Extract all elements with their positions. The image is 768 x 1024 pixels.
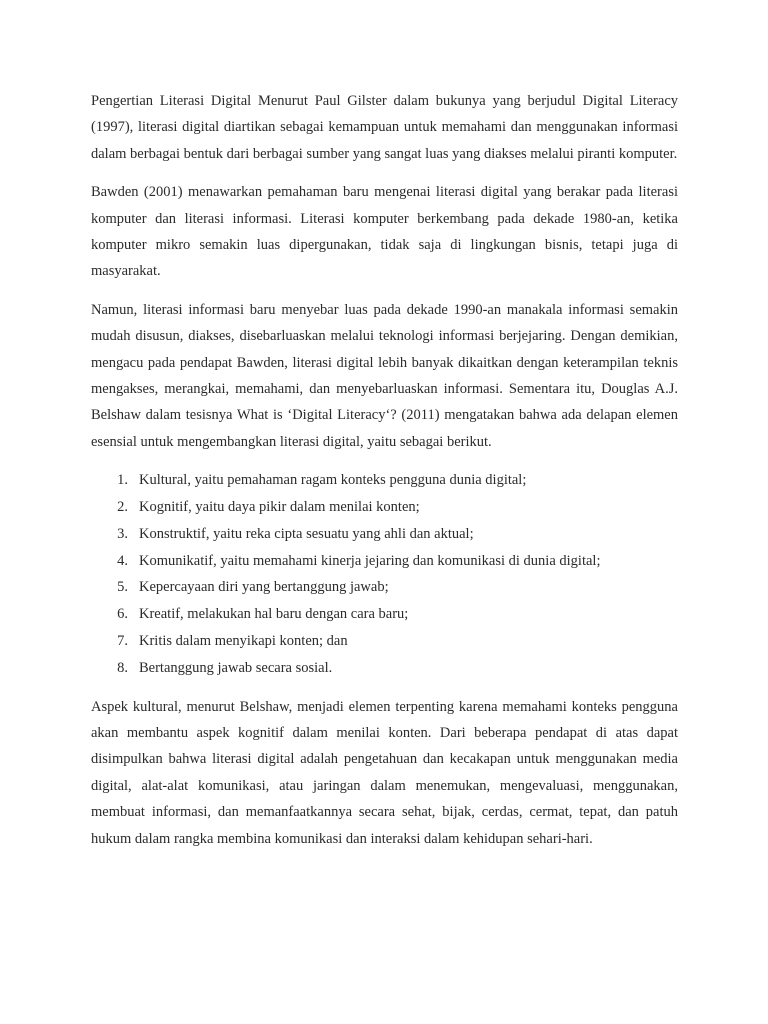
list-item-number: 7. bbox=[117, 633, 128, 650]
list-item bbox=[91, 574, 678, 601]
list-item-text: Bertanggung jawab secara sosial. bbox=[139, 659, 333, 676]
digital-literacy-elements-list bbox=[91, 467, 678, 681]
paragraph-conclusion: Aspek kultural, menurut Belshaw, menjadi elemen terpenting karena memahami konteks pengguna akan membantu aspek kognitif dalam menilai konten. Dari beberapa pendapat di atas dapat disimpulkan bahwa literasi digital adalah pengetahuan dan kecakapan untuk menggunakan media digital, alat-alat komunikasi, atau jaringan dalam menemukan, mengevaluasi, menggunakan, membuat informasi, dan memanfaatkannya secara sehat, bijak, cerdas, cermat, tepat, dan patuh hukum dalam rangka membina komunikasi dan interaksi dalam kehidupan sehari-hari. bbox=[91, 698, 678, 847]
paragraph-gilster-definition: Pengertian Literasi Digital Menurut Paul Gilster dalam bukunya yang berjudul Digital Literacy (1997), literasi digital diartikan sebagai kemampuan untuk memahami dan menggunakan informasi dalam berbagai bentuk dari berbagai sumber yang sangat luas yang diakses melalui piranti komputer. bbox=[91, 93, 678, 162]
list-item bbox=[91, 494, 678, 521]
list-item-text: Kreatif, melakukan hal baru dengan cara baru; bbox=[139, 606, 409, 623]
list-item-number: 5. bbox=[117, 579, 128, 596]
list-item-text: Kognitif, yaitu daya pikir dalam menilai konten; bbox=[139, 499, 420, 516]
list-item-number: 2. bbox=[117, 499, 128, 516]
list-item bbox=[91, 655, 678, 682]
document-body bbox=[91, 88, 678, 864]
list-item bbox=[91, 548, 678, 575]
list-item bbox=[91, 628, 678, 655]
list-item-number: 1. bbox=[117, 472, 128, 489]
paragraph-bawden: Bawden (2001) menawarkan pemahaman baru mengenai literasi digital yang berakar pada literasi komputer dan literasi informasi. Literasi komputer berkembang pada dekade 1980-an, ketika komputer mikro semakin luas dipergunakan, tidak saja di lingkungan bisnis, tetapi juga di masyarakat. bbox=[91, 184, 678, 280]
list-item-number: 3. bbox=[117, 525, 128, 542]
list-item-number: 8. bbox=[117, 659, 128, 676]
list-item-text: Kultural, yaitu pemahaman ragam konteks pengguna dunia digital; bbox=[139, 472, 527, 489]
list-item bbox=[91, 467, 678, 494]
paragraph-belshaw: Namun, literasi informasi baru menyebar luas pada dekade 1990-an manakala informasi semakin mudah disusun, diakses, disebarluaskan melalui teknologi informasi berjejaring. Dengan demikian, mengacu pada pendapat Bawden, literasi digital lebih banyak dikaitkan dengan keterampilan teknis mengakses, merangkai, memahami, dan menyebarluaskan informasi. Sementara itu, Douglas A.J. Belshaw dalam tesisnya What is ‘Digital Literacy‘? (2011) mengatakan bahwa ada delapan elemen esensial untuk mengembangkan literasi digital, yaitu sebagai berikut. bbox=[91, 301, 678, 450]
list-item-number: 4. bbox=[117, 552, 128, 569]
list-item bbox=[91, 521, 678, 548]
list-item-text: Konstruktif, yaitu reka cipta sesuatu yang ahli dan aktual; bbox=[139, 525, 474, 542]
list-item-text: Kritis dalam menyikapi konten; dan bbox=[139, 633, 348, 650]
list-item-text: Komunikatif, yaitu memahami kinerja jejaring dan komunikasi di dunia digital; bbox=[139, 552, 601, 569]
list-item-text: Kepercayaan diri yang bertanggung jawab; bbox=[139, 579, 389, 596]
list-item bbox=[91, 601, 678, 628]
list-item-number: 6. bbox=[117, 606, 128, 623]
